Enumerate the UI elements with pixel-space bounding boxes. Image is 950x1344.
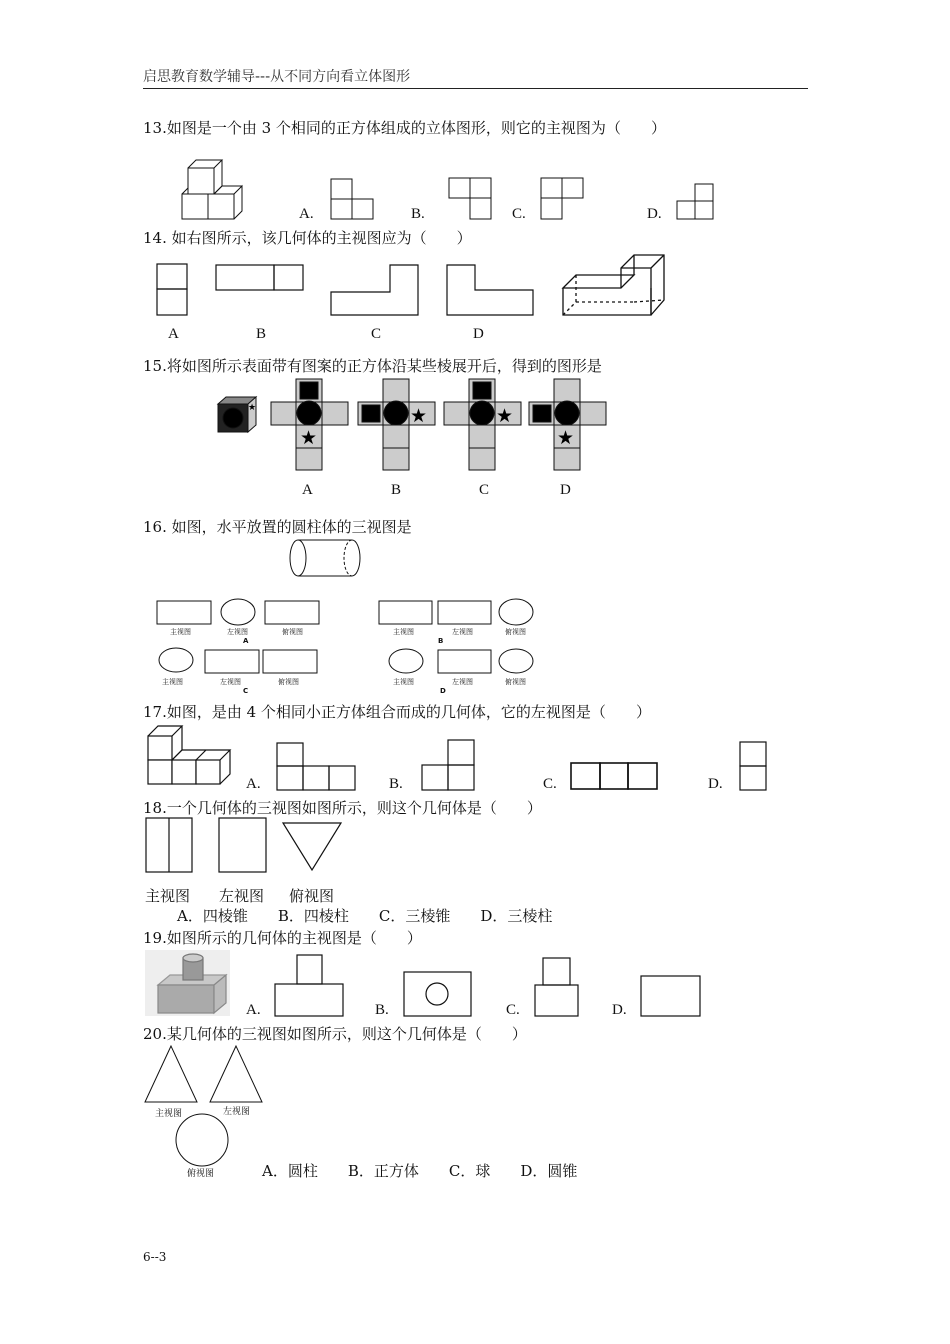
q16-a-caption-front: 主视图 [170,628,191,636]
q15-option-b[interactable]: B [391,482,402,498]
svg-text:★: ★ [248,403,257,413]
question-19-text: 19.如图所示的几何体的主视图是（ ） [143,929,422,947]
q16-b-caption-top: 俯视图 [505,628,526,636]
q15-option-a[interactable]: A [302,482,313,498]
q16-option-a[interactable]: A [243,637,249,645]
q16-d-caption-left: 左视图 [452,678,473,686]
q17-option-d[interactable]: D. [708,776,723,792]
q16-b-caption-left: 左视图 [452,628,473,636]
q16-d-caption-front: 主视图 [393,678,414,686]
q20-caption-front: 主视图 [155,1109,183,1119]
q20-caption-top: 俯视图 [187,1169,215,1179]
page-header: 启思教育数学辅导---从不同方向看立体图形 [143,69,411,85]
q17-option-b[interactable]: B. [389,776,403,792]
q16-d-caption-top: 俯视图 [505,678,526,686]
svg-text:★: ★ [300,427,318,449]
question-20-text: 20.某几何体的三视图如图所示，则这个几何体是（ ） [143,1025,527,1043]
q18-caption-left: 左视图 [219,887,265,905]
svg-text:★: ★ [557,427,575,449]
q13-option-a[interactable]: A. [299,206,314,222]
q20-front-view [145,1046,197,1102]
q17-option-a[interactable]: A. [246,776,261,792]
q14-option-a[interactable]: A [168,326,179,342]
question-17-text: 17.如图，是由 4 个相同小正方体组合而成的几何体，它的左视图是（ ） [143,703,651,721]
q13-option-c[interactable]: C. [512,206,526,222]
q16-option-b[interactable]: B [438,637,444,645]
q20-choices[interactable]: A．圆柱 B．正方体 C．球 D．圆锥 [262,1162,578,1180]
question-13-text: 13.如图是一个由 3 个相同的正方体组成的立体图形，则它的主视图为（ ） [143,119,666,137]
q16-option-d[interactable]: D [440,687,446,695]
q15-option-d[interactable]: D [560,482,571,498]
q13-option-d[interactable]: D. [647,206,662,222]
q16-c-caption-left: 左视图 [220,678,241,686]
q15-option-c[interactable]: C [479,482,490,498]
q18-choices[interactable]: A．四棱锥 B．四棱柱 C．三棱锥 D．三棱柱 [177,907,553,925]
question-15-text: 15.将如图所示表面带有图案的正方体沿某些棱展开后，得到的图形是 [143,357,602,375]
q19-option-d[interactable]: D. [612,1002,627,1018]
q14-option-d[interactable]: D [473,326,484,342]
q18-caption-front: 主视图 [145,887,191,905]
q16-b-caption-front: 主视图 [393,628,414,636]
question-18-text: 18.一个几何体的三视图如图所示，则这个几何体是（ ） [143,799,542,817]
q16-a-caption-left: 左视图 [227,628,248,636]
q14-option-b[interactable]: B [256,326,267,342]
question-16-text: 16. 如图，水平放置的圆柱体的三视图是 [143,518,412,536]
question-14-text: 14. 如右图所示，该几何体的主视图应为（ ） [143,229,472,247]
svg-text:★: ★ [410,405,428,427]
q17-option-c[interactable]: C. [543,776,557,792]
q16-a-caption-top: 俯视图 [282,628,303,636]
q19-option-c[interactable]: C. [506,1002,520,1018]
q19-option-b[interactable]: B. [375,1002,389,1018]
q20-left-view [210,1046,262,1102]
q20-caption-left: 左视图 [223,1107,251,1117]
svg-text:★: ★ [496,405,514,427]
page-number: 6--3 [143,1250,167,1264]
q16-c-caption-front: 主视图 [162,678,183,686]
q16-option-c[interactable]: C [243,687,249,695]
q19-option-a[interactable]: A. [246,1002,261,1018]
q20-top-view [176,1114,228,1166]
q18-caption-top: 俯视图 [289,887,335,905]
q13-option-b[interactable]: B. [411,206,425,222]
q16-c-caption-top: 俯视图 [278,678,299,686]
q14-option-c[interactable]: C [371,326,382,342]
